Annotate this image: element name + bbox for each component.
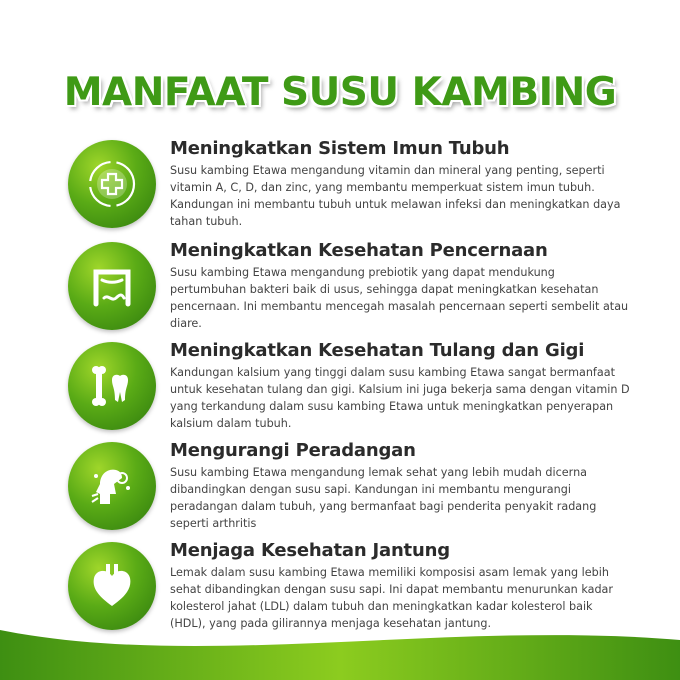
benefit-item-bones	[68, 342, 628, 442]
intestine-icon	[68, 242, 156, 330]
benefit-item-immune	[68, 140, 628, 240]
benefit-heading: Menjaga Kesehatan Jantung	[170, 540, 450, 561]
page-title: MANFAAT SUSU KAMBING	[0, 70, 680, 115]
benefit-text: Lemak dalam susu kambing Etawa memiliki komposisi asam lemak yang lebih sehat dibandingkan dengan susu sapi. Ini dapat membantu menurunkan kadar kolesterol jahat (LDL) dalam tubuh dan meningkatkan kadar kolesterol baik (HDL), yang pada gilirannya menjaga kesehatan jantung.	[170, 566, 614, 630]
medical-cross-icon	[68, 140, 156, 228]
benefit-text: Susu kambing Etawa mengandung lemak sehat yang lebih mudah dicerna dibandingkan dengan susu sapi. Kandungan ini membantu mengurangi peradangan dalam tubuh, yang bermanfaat bagi penderita penyakit radang seperti arthritis	[170, 466, 597, 530]
benefit-text: Kandungan kalsium yang tinggi dalam susu kambing Etawa sangat bermanfaat untuk kesehatan tulang dan gigi. Kalsium ini juga bekerja sama dengan vitamin D yang terkandung dalam susu kambing Etawa untuk meningkatkan penyerapan kalsium dalam tubuh.	[170, 366, 630, 430]
benefit-heading: Mengurangi Peradangan	[170, 440, 416, 461]
benefit-heading: Meningkatkan Kesehatan Tulang dan Gigi	[170, 340, 585, 361]
bottom-green-wave	[0, 620, 680, 680]
benefit-heading: Meningkatkan Kesehatan Pencernaan	[170, 240, 548, 261]
benefit-heading: Meningkatkan Sistem Imun Tubuh	[170, 138, 510, 159]
bone-tooth-icon	[68, 342, 156, 430]
benefit-item-digestion	[68, 242, 628, 342]
benefit-text: Susu kambing Etawa mengandung vitamin dan mineral yang penting, seperti vitamin A, C, D, dan zinc, yang membantu memperkuat sistem imun tubuh. Kandungan ini membantu tubuh untuk melawan infeksi dan meningkatkan daya tahan tubuh.	[170, 164, 621, 228]
inflammation-icon	[68, 442, 156, 530]
benefit-item-inflammation	[68, 442, 628, 542]
heart-icon	[68, 542, 156, 630]
benefit-text: Susu kambing Etawa mengandung prebiotik yang dapat mendukung pertumbuhan bakteri baik di usus, sehingga dapat meningkatkan kesehatan pencernaan. Ini membantu mencegah masalah pencernaan seperti sembelit atau diare.	[170, 266, 629, 330]
